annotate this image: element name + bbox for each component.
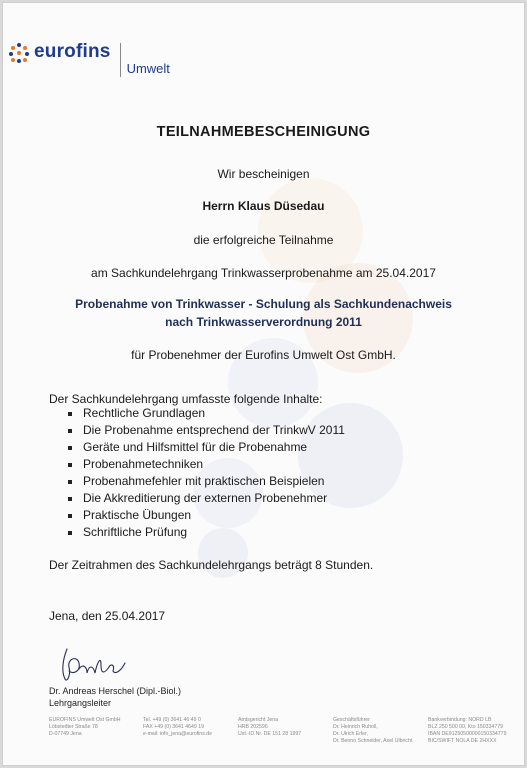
list-item — [49, 507, 192, 524]
place-date: Jena, den 25.04.2017 — [49, 609, 166, 623]
course-title-line-1: Probenahme von Trinkwasser - Schulung als Sachkundenachweis — [75, 297, 452, 311]
certificate-page — [2, 2, 525, 766]
logo-divider — [120, 43, 121, 77]
footer-line: D-07749 Jena — [49, 731, 82, 737]
certify-line: Wir bescheinigen — [217, 167, 310, 181]
topic-text: Rechtliche Grundlagen — [83, 406, 206, 420]
document-title: TEILNAHMEBESCHEINIGUNG — [156, 124, 371, 140]
bullet-icon — [68, 497, 72, 501]
list-item — [49, 439, 308, 456]
footer-line: Löbstedter Straße 78 — [49, 724, 98, 730]
list-item — [49, 524, 188, 541]
list-item — [49, 405, 206, 422]
bullet-icon — [68, 446, 72, 450]
footer-line: e-mail: info_jena@eurofins.de — [143, 731, 212, 737]
footer-line: Bankverbindung: NORD LB — [428, 717, 492, 723]
list-item — [49, 456, 204, 473]
course-title-line-2: nach Trinkwasserverordnung 2011 — [165, 315, 362, 329]
footer-line: IBAN DE91250500000150334779 — [428, 731, 507, 737]
footer-company — [49, 717, 120, 738]
footer-line: Dr. Heinrich Ruholl, — [333, 724, 378, 730]
contents-intro: Der Sachkundelehrgang umfasste folgende Inhalte: — [49, 392, 323, 406]
footer-bank — [428, 717, 506, 745]
footer-contact — [143, 717, 212, 738]
topic-text: Geräte und Hilfsmittel für die Probenahme — [83, 440, 308, 454]
footer-line: BIC/SWIFT NOLA DE 2HXXX — [428, 738, 497, 744]
logo-dots-icon — [9, 42, 31, 64]
footer-line: HRB 202596 — [238, 724, 268, 730]
topic-list — [49, 405, 345, 541]
target-group-line: für Probenehmer der Eurofins Umwelt Ost GmbH. — [131, 348, 396, 362]
course-date-line: am Sachkundelehrgang Trinkwasserprobenahme am 25.04.2017 — [91, 266, 436, 280]
bullet-icon — [68, 412, 72, 416]
bullet-icon — [68, 429, 72, 433]
bullet-icon — [68, 531, 72, 535]
bullet-icon — [68, 480, 72, 484]
topic-text: Schriftliche Prüfung — [83, 525, 188, 539]
topic-text: Praktische Übungen — [83, 508, 192, 522]
footer-line: Ust.-ID.Nr. DE 151 28 1997 — [238, 731, 302, 737]
recipient-name: Herrn Klaus Düsedau — [202, 199, 325, 213]
footer-line: Amtsgericht Jena — [238, 717, 279, 723]
footer-line: Dr. Benno Schneider, Axel Ulbricht — [333, 738, 413, 744]
handwritten-signature — [57, 645, 129, 685]
duration-line: Der Zeitrahmen des Sachkundelehrgangs beträgt 8 Stunden. — [49, 558, 374, 572]
bullet-icon — [68, 514, 72, 518]
bullet-icon — [68, 463, 72, 467]
footer-management — [333, 717, 412, 745]
list-item — [49, 422, 345, 439]
footer-line: EUROFINS Umwelt Ost GmbH — [49, 717, 121, 723]
footer-line: BLZ 250 500 00, Kto 150334779 — [428, 724, 503, 730]
footer-register — [238, 717, 301, 738]
list-item — [49, 490, 328, 507]
footer-line: Tel. +49 (0) 3641 46 49 0 — [143, 717, 201, 723]
signatory-role: Lehrgangsleiter — [49, 698, 112, 708]
footer-line: Geschäftsführer — [333, 717, 370, 723]
footer-line: FAX +49 (0) 3641 4649 19 — [143, 724, 204, 730]
topic-text: Die Probenahme entsprechend der TrinkwV 2011 — [83, 423, 345, 437]
list-item — [49, 473, 325, 490]
signatory-name: Dr. Andreas Herschel (Dipl.-Biol.) — [49, 686, 182, 696]
topic-text: Probenahmetechniken — [83, 457, 204, 471]
footer-line: Dr. Ulrich Erler, — [333, 731, 368, 737]
participation-line: die erfolgreiche Teilnahme — [193, 233, 334, 247]
topic-text: Die Akkreditierung der externen Probenehmer — [83, 491, 328, 505]
logo-subtitle: Umwelt — [126, 61, 170, 76]
eurofins-logo — [9, 41, 170, 77]
logo-wordmark: eurofins — [34, 41, 111, 62]
topic-text: Probenahmefehler mit praktischen Beispielen — [83, 474, 325, 488]
